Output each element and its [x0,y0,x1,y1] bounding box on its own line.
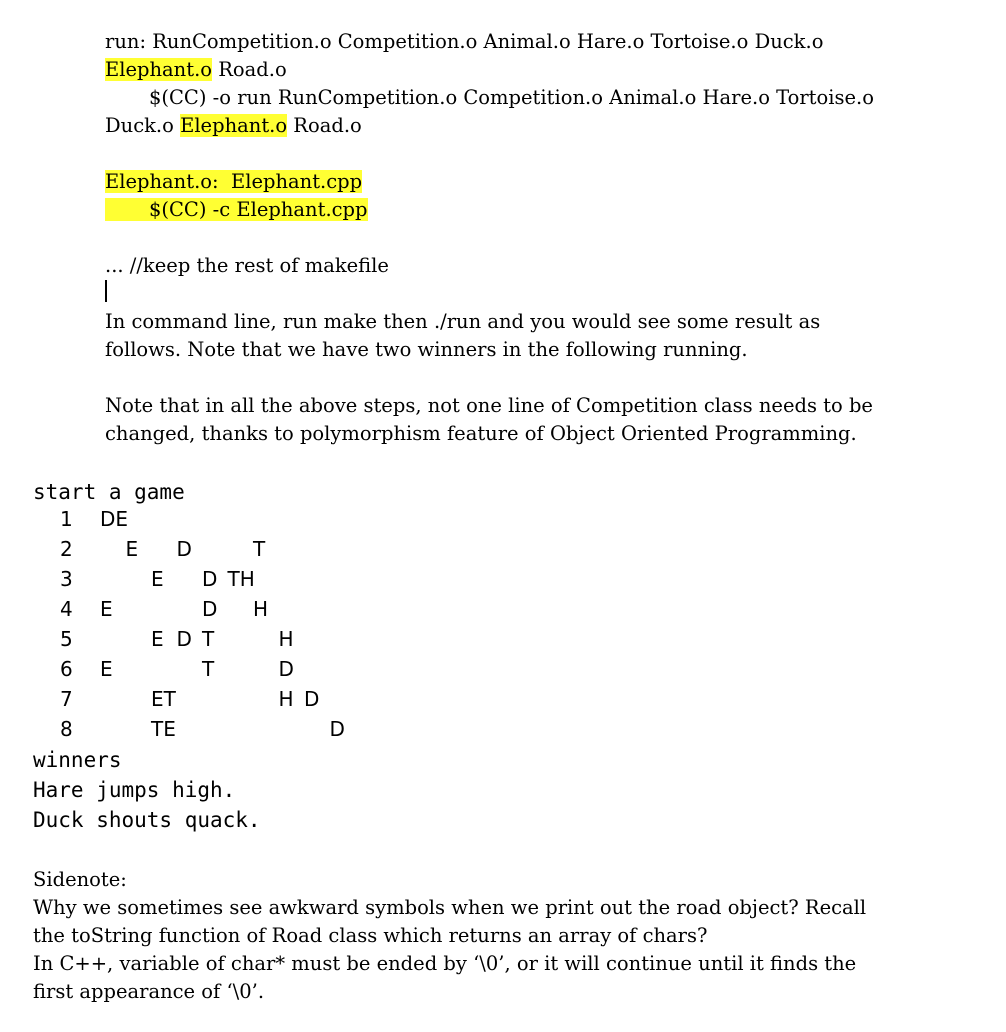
instruction-line-2: follows. Note that we have two winners in the following running. [105,338,748,361]
winner-hare: Hare jumps high. [33,778,236,802]
race-cell: E [100,597,113,621]
makefile-snippet [105,28,985,448]
race-cell: H [278,687,294,711]
link-command-line-1: $(CC) -o run RunCompetition.o Competition.o Animal.o Hare.o Tortoise.o [149,86,874,109]
race-row [0,655,700,685]
race-row-number: 5 [60,627,73,651]
winner-duck: Duck shouts quack. [33,808,261,832]
race-row-number: 6 [60,657,73,681]
race-cell: ET [151,687,176,711]
blank-line [105,140,985,168]
race-row-number: 4 [60,597,73,621]
run-rule-line-1: run: RunCompetition.o Competition.o Animal.o Hare.o Tortoise.o Duck.o [105,30,824,53]
race-cell: D [329,717,345,741]
sidenote-line-3: In C++, variable of char* must be ended by ‘\0’, or it will continue until it finds the [33,952,857,975]
race-row-number: 1 [60,507,73,531]
link-command-line-2 [105,112,985,140]
race-cell: E [100,657,113,681]
text-cursor [105,280,107,302]
blank-line [105,224,985,252]
text-cursor-line [105,280,985,308]
race-row [0,685,700,715]
race-cell: H [253,597,269,621]
race-cell: TH [227,567,255,591]
instruction-line-1: In command line, run make then ./run and you would see some result as [105,310,821,333]
race-cell: E [151,567,164,591]
race-row [0,505,700,535]
race-row-number: 7 [60,687,73,711]
race-cell: T [202,627,215,651]
race-row-number: 8 [60,717,73,741]
race-row [0,715,700,745]
highlight-elephant-command: $(CC) -c Elephant.cpp [105,198,368,221]
sidenote-title: Sidenote: [33,868,127,891]
race-row [0,565,700,595]
elephant-rule-line [105,168,985,196]
race-cell: E [125,537,139,561]
race-cell: D [176,537,192,561]
run-rule-line-2 [105,56,985,84]
race-cell: T [253,537,266,561]
winners-label: winners [33,748,122,772]
keep-rest-line: ... //keep the rest of makefile [105,254,389,277]
race-row-number: 2 [60,537,73,561]
race-row [0,595,700,625]
sidenote-line-1: Why we sometimes see awkward symbols when we print out the road object? Recall [33,896,867,919]
sidenote-line-2: the toString function of Road class which returns an array of chars? [33,924,708,947]
race-cell: D [202,567,218,591]
race-cell: TE [151,717,176,741]
race-cell: D [278,657,294,681]
winners-block [33,745,261,835]
race-cell: E [151,627,164,651]
highlight-elephant-o: Elephant.o [105,58,213,81]
elephant-command-line [105,196,985,224]
race-cell: D [304,687,320,711]
start-game-line: start a game [33,480,185,504]
blank-line [105,364,985,392]
polymorphism-note-line-1: Note that in all the above steps, not one line of Competition class needs to be [105,394,873,417]
sidenote-line-4: first appearance of ‘\0’. [33,980,265,1003]
highlight-elephant-o-2: Elephant.o [180,114,288,137]
race-row-number: 3 [60,567,73,591]
race-output [0,505,720,745]
race-row [0,625,700,655]
link-command-pre: Duck.o [105,114,181,137]
polymorphism-note-line-2: changed, thanks to polymorphism feature of Object Oriented Programming. [105,422,857,445]
race-cell: T [202,657,215,681]
race-cell: D [176,627,192,651]
race-cell: DE [100,507,129,531]
sidenote [33,866,983,1006]
race-row [0,535,700,565]
highlight-elephant-rule: Elephant.o: Elephant.cpp [105,170,363,193]
link-command-rest: Road.o [287,114,362,137]
race-cell: H [278,627,294,651]
race-cell: D [202,597,218,621]
run-rule-rest: Road.o [212,58,287,81]
